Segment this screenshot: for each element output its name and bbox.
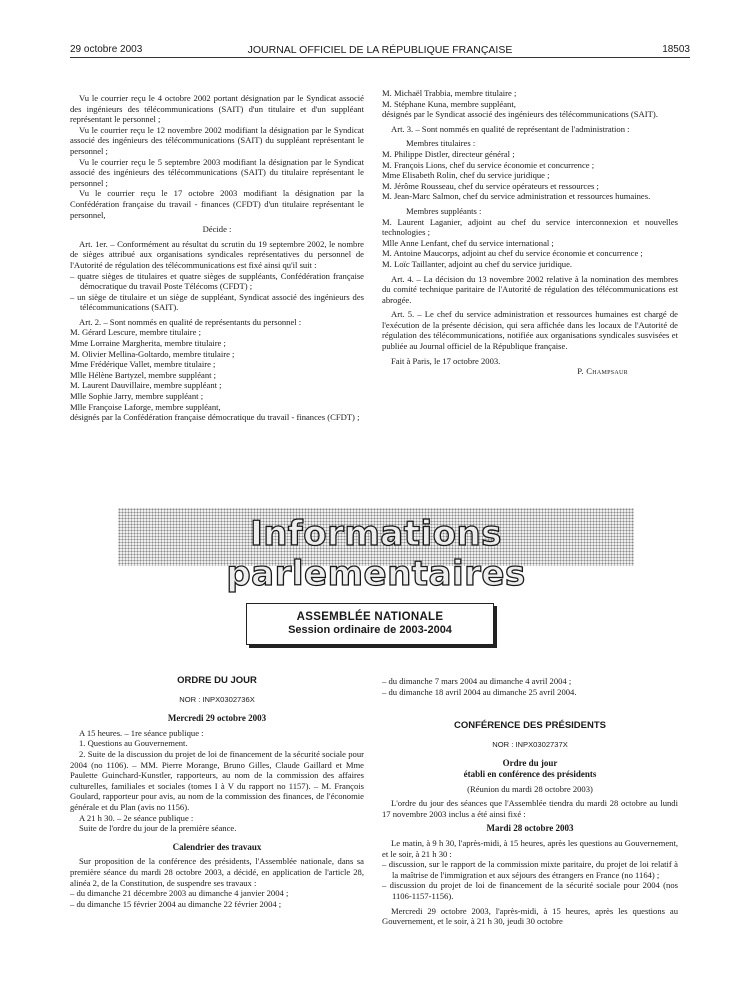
- paragraph: L'ordre du jour des séances que l'Assemblée tiendra du mardi 28 octobre au lundi 17 novembre 2003 inclus a été ainsi fixé :: [382, 798, 678, 819]
- page-header: [70, 40, 690, 58]
- decision-column-right: [382, 88, 678, 377]
- page-number: 18503: [662, 44, 690, 55]
- section-heading: CONFÉRENCE DES PRÉSIDENTS: [453, 720, 607, 732]
- header-date: 29 octobre 2003: [70, 44, 143, 55]
- article-1: Art. 1er. – Conformément au résultat du scrutin du 19 septembre 2002, le nombre de sièges attribué aux organisations syndicales représentatives du personnel de l'Autorité de régulation des télécommunications est fixé ainsi qu'il suit :: [70, 238, 364, 270]
- assembly-box: [246, 603, 494, 645]
- assembly-title: ASSEMBLÉE NATIONALE: [296, 611, 444, 623]
- member-entry: M. Philippe Distler, directeur général ;: [382, 148, 515, 159]
- member-entry: Mme Frédérique Vallet, membre titulaire ;: [70, 359, 216, 370]
- member-entry: M. Stéphane Kuna, membre suppléant,: [382, 98, 516, 109]
- member-entry: M. Michaël Trabbia, membre titulaire ;: [382, 88, 517, 98]
- member-entry: Mlle Françoise Laforge, membre suppléant,: [70, 401, 221, 412]
- member-entry: Mme Elisabeth Rolin, chef du service juridique ;: [382, 170, 550, 181]
- subheading: Membres titulaires :: [406, 138, 476, 149]
- paragraph: Mercredi 29 octobre 2003, l'après-midi, à 15 heures, après les questions au Gouvernement, et le soir, à 21 h 30, jeudi 30 octobre: [382, 905, 678, 927]
- place-date: Fait à Paris, le 17 octobre 2003.: [391, 355, 501, 366]
- subsection-heading: Calendrier des travaux: [172, 841, 262, 852]
- date-heading: Mardi 28 octobre 2003: [486, 823, 574, 834]
- list-item: – du dimanche 15 février 2004 au dimanche 22 février 2004 ;: [70, 898, 282, 909]
- member-entry: M. Antoine Maucorps, adjoint au chef du service économie et concurrence ;: [382, 248, 643, 259]
- paragraph: Vu le courrier reçu le 12 novembre 2002 modifiant la désignation par le Syndicat associé des ingénieurs des télécommunications (SAIT) du suppléant représentant le personnel ;: [70, 124, 364, 156]
- member-entry: M. Jean-Marc Salmon, chef du service administration et ressources humaines.: [382, 191, 651, 202]
- decide-heading: Décide :: [202, 224, 232, 235]
- paragraph: Suite de l'ordre du jour de la première séance.: [79, 823, 237, 834]
- paragraph: Vu le courrier reçu le 4 octobre 2002 portant désignation par le Syndicat associé des ingénieurs des télécommunications (SAIT) d'un titulaire et d'un suppléant représentant le personnel ;: [70, 93, 364, 125]
- member-entry: M. François Lions, chef du service économie et concurrence ;: [382, 159, 595, 170]
- member-entry: Mlle Sophie Jarry, membre suppléant ;: [70, 391, 204, 402]
- list-item: – du dimanche 7 mars 2004 au dimanche 4 avril 2004 ;: [382, 676, 572, 686]
- paragraph: Sur proposition de la conférence des présidents, l'Assemblée nationale, dans sa première séance du mardi 28 octobre 2003, a décidé, en application de l'article 28, alinéa 2, de la Constitution, de suspendre ses travaux :: [70, 856, 364, 888]
- decision-column-left: [70, 93, 364, 423]
- paragraph: A 21 h 30. – 2e séance publique :: [79, 812, 194, 823]
- list-item: – un siège de titulaire et un siège de suppléant, Syndicat associé des ingénieurs des télécommunications (SAIT).: [70, 291, 364, 313]
- paragraph: Vu le courrier reçu le 17 octobre 2003 modifiant la désignation par la Confédération française du travail - finances (CFDT) d'un titulaire représentant le personnel,: [70, 188, 364, 220]
- agenda-title: Ordre du jour: [502, 758, 558, 769]
- paragraph: désignés par la Confédération française démocratique du travail - finances (CFDT) ;: [70, 412, 360, 423]
- session-title: Session ordinaire de 2003-2004: [288, 624, 452, 636]
- signature: P. Champsaur: [577, 366, 628, 377]
- agenda-column-left: [70, 676, 364, 909]
- paragraph: désignés par le Syndicat associé des ingénieurs des télécommunications (SAIT).: [382, 109, 658, 120]
- date-heading: Mercredi 29 octobre 2003: [167, 713, 267, 724]
- member-entry: Mme Lorraine Margherita, membre titulaire ;: [70, 338, 226, 349]
- article-4: Art. 4. – La décision du 13 novembre 2002 relative à la nomination des membres du comité technique paritaire de l'Autorité de régulation des télécommunications est abrogée.: [382, 273, 678, 305]
- paragraph: 1. Questions au Gouvernement.: [79, 738, 188, 749]
- member-entry: M. Laurent Dauvillaire, membre suppléant ;: [70, 380, 222, 391]
- member-entry: M. Jérôme Rousseau, chef du service opérateurs et ressources ;: [382, 180, 599, 191]
- paragraph: 2. Suite de la discussion du projet de loi de financement de la sécurité sociale pour 2004 (no 1106). – MM. Pierre Morange, Bruno Gilles, Claude Gaillard et Mme Paulette Guinchard-Kunstler, rapporteurs, au nom de la commission des affaires culturelles, familiales et sociales (tomes I à V du rapport no 1157). – M. François Goulard, rapporteur pour avis, au nom de la commission des finances, de l'économie générale et du Plan (avis no 1156).: [70, 748, 364, 812]
- nor-reference: NOR : INPX0302736X: [179, 694, 255, 704]
- member-entry: M. Loïc Taillanter, adjoint au chef du service juridique.: [382, 258, 573, 269]
- paragraph: Vu le courrier reçu le 5 septembre 2003 modifiant la désignation par le Syndicat associé des ingénieurs des télécommunications (SAIT) du titulaire représentant le personnel ;: [70, 156, 364, 188]
- article-3: Art. 3. – Sont nommés en qualité de représentant de l'administration :: [391, 123, 630, 134]
- header-rule: [70, 57, 690, 58]
- list-item: – quatre sièges de titulaires et quatre sièges de suppléants, Confédération française démocratique du travail Poste Télécoms (CFDT) ;: [70, 270, 364, 292]
- list-item: – discussion du projet de loi de financement de la sécurité sociale pour 2004 (nos 1106-1157-1156).: [382, 880, 678, 901]
- paragraph: A 15 heures. – 1re séance publique :: [79, 727, 204, 738]
- section-heading: ORDRE DU JOUR: [177, 675, 257, 686]
- article-2: Art. 2. – Sont nommés en qualité de représentants du personnel :: [79, 316, 302, 327]
- list-item: – du dimanche 18 avril 2004 au dimanche 25 avril 2004.: [382, 686, 577, 697]
- agenda-column-right: [382, 676, 678, 927]
- journal-title: JOURNAL OFFICIEL DE LA RÉPUBLIQUE FRANÇAISE: [247, 44, 513, 56]
- nor-reference: NOR : INPX0302737X: [492, 739, 568, 749]
- banner-title: Informations parlementaires: [226, 514, 526, 594]
- paragraph: Le matin, à 9 h 30, l'après-midi, à 15 heures, après les questions au Gouvernement, et le soir, à 21 h 30 :: [382, 837, 678, 859]
- member-entry: Mlle Anne Lenfant, chef du service international ;: [382, 237, 554, 248]
- list-item: – du dimanche 21 décembre 2003 au dimanche 4 janvier 2004 ;: [70, 888, 289, 899]
- article-5: Art. 5. – Le chef du service administration et ressources humaines est chargé de l'exécution de la présente décision, qui sera affichée dans les locaux de l'Autorité de régulation des télécommunications, notifiée aux organisations syndicales susvisées et publiée au Journal officiel de la République française.: [382, 309, 678, 352]
- member-entry: M. Laurent Laganier, adjoint au chef du service interconnexion et nouvelles technologies ;: [382, 216, 678, 238]
- agenda-subtitle: établi en conférence des présidents: [463, 768, 597, 779]
- member-entry: Mlle Hélène Bartyzel, membre suppléant ;: [70, 369, 217, 380]
- subheading: Membres suppléants :: [406, 205, 482, 216]
- member-entry: M. Olivier Mellina-Goltardo, membre titulaire ;: [70, 348, 235, 359]
- member-entry: M. Gérard Lescure, membre titulaire ;: [70, 327, 202, 338]
- meeting-note: (Réunion du mardi 28 octobre 2003): [467, 783, 593, 794]
- section-banner: [118, 508, 634, 594]
- list-item: – discussion, sur le rapport de la commission mixte paritaire, du projet de loi relatif à la maîtrise de l'immigration et aux séjours des étrangers en France (no 1164) ;: [382, 859, 678, 880]
